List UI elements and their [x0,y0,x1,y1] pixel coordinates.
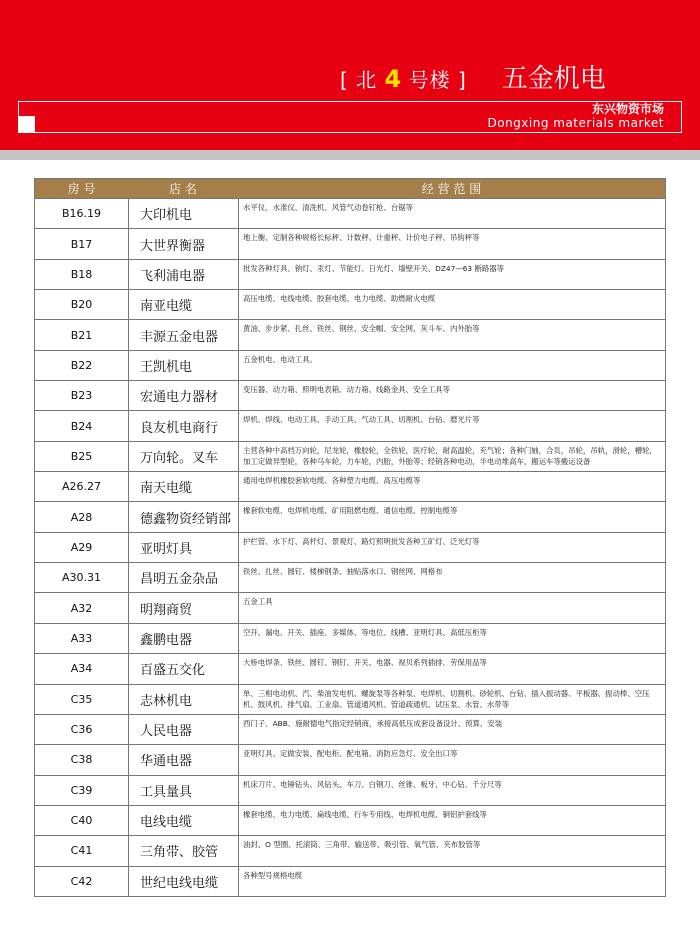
shop-name-cell: 王凯机电 [129,351,239,380]
business-scope-cell: 各种型号规格电缆 [243,870,303,880]
market-name-en: Dongxing materials market [487,116,664,130]
table-row [35,410,665,440]
shop-name-cell: 明翔商贸 [129,593,239,622]
room-cell: C42 [35,867,129,896]
business-scope-cell: 护栏管、水下灯、高杆灯、景观灯、路灯照明批发各种工矿灯、泛光灯等 [243,536,480,546]
room-cell: B16.19 [35,199,129,228]
table-row [35,501,665,531]
business-scope-cell: 变压器、动力箱、照明电表箱、动力箱、线路金具、安全工具等 [243,385,450,395]
header-room: 房 号 [67,182,96,196]
decorative-square [18,116,35,133]
table-row [35,866,665,896]
category-title: 五金机电 [501,64,606,94]
business-scope-cell: 黄油、步步紧、扎丝、铁丝、钢丝、安全帽、安全网、灰斗车、内外胎等 [243,324,480,334]
room-cell: A29 [35,533,129,562]
building-label-open: [ 北 [340,68,385,92]
shop-name-cell: 德鑫物资经销部 [129,502,239,531]
table-row [35,198,665,228]
shop-name-cell: 电线电缆 [129,806,239,835]
shop-name-cell: 百盛五交化 [129,654,239,683]
room-cell: B17 [35,229,129,258]
business-scope-cell: 西门子、ABB、施耐德电气指定经销商，承接高低压成套设备设计、预算、安装 [243,718,503,728]
building-label-close: 号楼 ] [401,68,467,92]
room-cell: B20 [35,290,129,319]
shop-name-cell: 鑫鹏电器 [129,624,239,653]
business-scope-cell: 高压电缆、电线电缆、胶套电缆、电力电缆、助燃耐火电缆 [243,294,436,304]
shop-name-cell: 志林机电 [129,685,239,714]
room-cell: C41 [35,836,129,865]
business-scope-cell: 五金工具 [243,597,273,607]
shop-name-cell: 工具量具 [129,776,239,805]
room-cell: A26.27 [35,472,129,501]
shop-name-cell: 人民电器 [129,715,239,744]
room-cell: B18 [35,260,129,289]
shop-name-cell: 万向轮。叉车 [129,442,239,471]
table-row [35,259,665,289]
business-scope-cell: 焊机、焊线、电动工具、手动工具、气动工具、切割机、台钻、磨光片等 [243,415,480,425]
table-row [35,319,665,349]
table-body [35,198,665,896]
shop-name-cell: 宏通电力器材 [129,381,239,410]
shop-name-cell: 丰源五金电器 [129,320,239,349]
header-business: 经 营 范 围 [421,182,482,196]
header-banner [0,0,700,150]
shop-name-cell: 三角带、胶管 [129,836,239,865]
table-row [35,380,665,410]
business-scope-cell: 地上衡、定制各种规格长标秤、计数秤、计重秤、计价电子秤、吊钩秤等 [243,233,480,243]
shop-name-cell: 昌明五金杂品 [129,563,239,592]
business-scope-cell: 批发各种灯具、钠灯、汞灯、节能灯、日光灯、墙壁开关、DZ47—63 断路器等 [243,263,505,273]
room-cell: A28 [35,502,129,531]
room-cell: C39 [35,776,129,805]
shop-directory-table [34,178,666,897]
business-scope-cell: 主营各种中高档万向轮，尼龙轮，橡胶轮，全铁轮，医疗轮，耐高温轮，充气轮；各种门轴，合页，吊轮，吊轨，滑轮，槽轮，加工定做异型轮，各种马车轮，力车轮，内胎，外胎等；经销各种电动，半电动堆高车，搬运车等搬运设备 [243,445,657,466]
room-cell: C40 [35,806,129,835]
table-row [35,289,665,319]
room-cell: C35 [35,685,129,714]
table-row [35,684,665,714]
table-row [35,562,665,592]
table-row [35,592,665,622]
header-shop: 店 名 [169,182,197,196]
shop-name-cell: 大印机电 [129,199,239,228]
table-row [35,744,665,774]
room-cell: A30.31 [35,563,129,592]
room-cell: A34 [35,654,129,683]
room-cell: A33 [35,624,129,653]
table-row [35,350,665,380]
table-row [35,623,665,653]
table-row [35,653,665,683]
business-scope-cell: 橡套电缆、电力电缆、扁线电缆、行车专用线、电焊机电缆、铜铝护套线等 [243,809,487,819]
table-row [35,228,665,258]
business-scope-cell: 亚明灯具、定做安装、配电柜、配电箱、消防应急灯、安全出口等 [243,749,458,759]
shop-name-cell: 大世界衡器 [129,229,239,258]
shop-name-cell: 亚明灯具 [129,533,239,562]
shop-name-cell: 南天电缆 [129,472,239,501]
shop-name-cell: 华通电器 [129,745,239,774]
table-row [35,471,665,501]
business-scope-cell: 大桥电焊条、铁丝、圆钉、钢钉、开关、电器、视贝系列插排、劳保用品等 [243,658,487,668]
table-row [35,532,665,562]
business-scope-cell: 水平仪、水准仪、清洗机、风管气动卷钉枪、台锯等 [243,203,413,212]
business-scope-cell: 空开、漏电、开关、插座、多媒体、等电位、线槽、亚明灯具、高低压柜等 [243,627,487,637]
business-scope-cell: 铁丝、扎丝、圆钉、楼梯钢条、抽贴落水口、钢丝网、网格布 [243,567,443,577]
business-scope-cell: 油封、O 型圈、托滚筒、三角带、输送带、吸引管、氧气管、夹布胶管等 [243,840,481,850]
table-row [35,714,665,744]
room-cell: B25 [35,442,129,471]
building-number: 4 [384,65,402,93]
room-cell: C36 [35,715,129,744]
room-cell: B23 [35,381,129,410]
divider-band [0,150,700,160]
market-name-cn: 东兴物资市场 [591,102,664,116]
room-cell: C38 [35,745,129,774]
table-row [35,835,665,865]
business-scope-cell: 五金机电、电动工具。 [243,354,317,364]
shop-name-cell: 良友机电商行 [129,411,239,440]
shop-name-cell: 飞利浦电器 [129,260,239,289]
table-header [35,179,665,198]
room-cell: A32 [35,593,129,622]
room-cell: B24 [35,411,129,440]
table-row [35,805,665,835]
room-cell: B21 [35,320,129,349]
business-scope-cell: 单、三相电动机、汽、柴油发电机、螺旋泵等各种泵、电焊机、切割机、砂轮机、台钻、插入振动器、平板器、振动棒、空压机、鼓风机、排气扇、工业扇、管道通风机、管道疏通机、试压泵、水管、水带等 [243,688,650,709]
table-row [35,441,665,471]
building-title [340,58,606,98]
business-scope-cell: 通用电焊机橡胶套软电缆、各种塑力电缆、高压电缆等 [243,476,421,486]
shop-name-cell: 南亚电缆 [129,290,239,319]
business-scope-cell: 橡套软电缆、电焊机电缆、矿用阻燃电缆、通信电缆、控制电缆等 [243,506,458,516]
shop-name-cell: 世纪电线电缆 [129,867,239,896]
room-cell: B22 [35,351,129,380]
table-row [35,775,665,805]
business-scope-cell: 机床刀片、电锤钻头、风钻头、车刀、白钢刀、丝锥、板牙、中心钻、千分尺等 [243,779,502,789]
